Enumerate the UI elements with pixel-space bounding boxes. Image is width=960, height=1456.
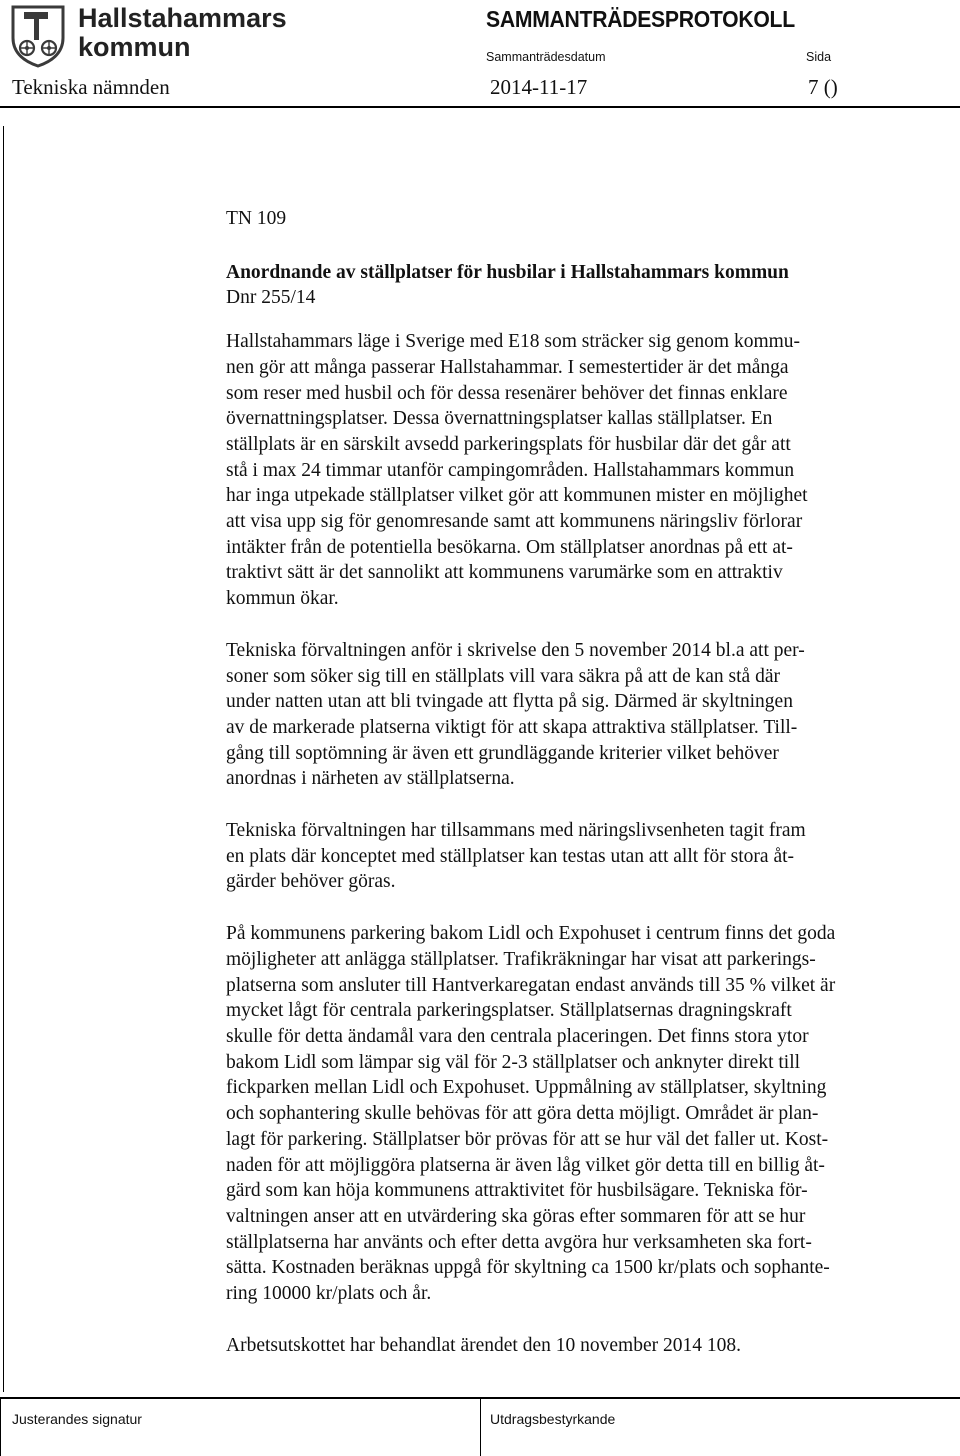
page-label: Sida bbox=[806, 50, 832, 64]
paragraph-line: som reser med husbil och för dessa resenärer behöver det finnas enklare bbox=[226, 382, 788, 404]
paragraph-line: anordnas i närheten av ställplatserna. bbox=[226, 768, 515, 790]
org-name-line2: kommun bbox=[78, 32, 191, 62]
paragraph-line: mycket lågt för centrala parkeringsplatser. Ställplatsernas dragningskraft bbox=[226, 1000, 792, 1022]
paragraph-line: gång till soptömning är även ett grundläggande kriterier vilket behöver bbox=[226, 742, 779, 764]
document-type-title: SAMMANTRÄDESPROTOKOLL bbox=[486, 6, 795, 32]
body-paragraph bbox=[226, 818, 938, 895]
paragraph-line: valtningen anser att en utvärdering ska göras efter sommaren för att se hur bbox=[226, 1205, 806, 1227]
paragraph-line: gärd som kan höja kommunens attraktivitet för husbilsägare. Tekniska för- bbox=[226, 1180, 808, 1202]
paragraph-line: ring 10000 kr/plats och år. bbox=[226, 1283, 432, 1305]
paragraph-line: skulle för detta ändamål vara den centrala placeringen. Det finns stora ytor bbox=[226, 1025, 809, 1047]
paragraph-line: fickparken mellan Lidl och Expohuset. Uppmålning av ställplatser, skyltning bbox=[226, 1077, 827, 1099]
org-name bbox=[78, 4, 287, 62]
body-paragraph bbox=[226, 1333, 938, 1359]
paragraph-line: På kommunens parkering bakom Lidl och Expohuset i centrum finns det goda bbox=[226, 923, 836, 945]
paragraph-line: traktivt sätt är det sannolikt att kommunens varumärke som en attraktiv bbox=[226, 562, 783, 584]
paragraph-line: Arbetsutskottet har behandlat ärendet den 10 november 2014 108. bbox=[226, 1334, 741, 1356]
case-title: Anordnande av ställplatser för husbilar i Hallstahammars kommun bbox=[226, 261, 789, 283]
paragraph-list bbox=[226, 329, 938, 1358]
body-paragraph bbox=[226, 329, 938, 612]
paragraph-line: bakom Lidl som lämpar sig väl för 2-3 ställplatser och anknyter direkt till bbox=[226, 1051, 801, 1073]
paragraph-line: möjligheter att anlägga ställplatser. Trafikräkningar har visat att parkerings- bbox=[226, 948, 816, 970]
paragraph-line: och sophantering skulle behövas för att göra detta möjligt. Området är plan- bbox=[226, 1103, 819, 1125]
excerpt-certification-label: Utdragsbestyrkande bbox=[490, 1411, 616, 1427]
body-paragraph bbox=[226, 638, 938, 792]
committee-name: Tekniska nämnden bbox=[12, 75, 170, 99]
paragraph-line: sätta. Kostnaden beräknas uppgå för skyltning ca 1500 kr/plats och sophante- bbox=[226, 1257, 830, 1279]
municipal-coat-of-arms-icon bbox=[10, 4, 66, 68]
paragraph-line: naden för att möjliggöra platserna är även låg vilket gör detta till en billig åt- bbox=[226, 1154, 825, 1176]
paragraph-line: att visa upp sig för genomresande samt att kommunens näringsliv förlorar bbox=[226, 511, 803, 533]
body-paragraph bbox=[226, 921, 938, 1307]
minutes-body bbox=[226, 206, 938, 1384]
paragraph-line: Hallstahammars läge i Sverige med E18 som sträcker sig genom kommu- bbox=[226, 331, 801, 353]
paragraph-line: nen gör att många passerar Hallstahammar. I semestertider är det många bbox=[226, 356, 789, 378]
page-number: 7 () bbox=[808, 75, 838, 99]
paragraph-line: kommun ökar. bbox=[226, 588, 339, 610]
meeting-date-label: Sammanträdesdatum bbox=[486, 50, 606, 64]
paragraph-line: under natten utan att bli tvingade att flytta på sig. Därmed är skyltningen bbox=[226, 691, 793, 713]
org-name-line1: Hallstahammars bbox=[78, 3, 287, 33]
paragraph-line: ställplats är en särskilt avsedd parkeringsplats för husbilar där det går att bbox=[226, 433, 791, 455]
paragraph-line: Tekniska förvaltningen har tillsammans med näringslivsenheten tagit fram bbox=[226, 820, 806, 842]
paragraph-line: har inga utpekade ställplatser vilket gör att kommunen mister en möjlighet bbox=[226, 485, 808, 507]
margin-divider bbox=[3, 126, 4, 1392]
signature-label: Justerandes signatur bbox=[12, 1411, 142, 1427]
diary-number: Dnr 255/14 bbox=[226, 287, 316, 309]
paragraph-line: övernattningsplatser. Dessa övernattningsplatser kallas ställplatser. En bbox=[226, 408, 773, 430]
paragraph-line: platserna som ansluter till Hantverkaregatan endast används till 35 % vilket är bbox=[226, 974, 836, 996]
case-number: TN 109 bbox=[226, 208, 287, 229]
footer-left-border bbox=[0, 1399, 1, 1456]
paragraph-line: gärder behöver göras. bbox=[226, 871, 396, 893]
footer-column-divider bbox=[480, 1399, 481, 1456]
paragraph-line: lagt för parkering. Ställplatser bör prövas för att se hur väl det faller ut. Kost- bbox=[226, 1128, 829, 1150]
header-divider bbox=[0, 106, 960, 108]
paragraph-line: intäkter från de potentiella besökarna. Om ställplatser anordnas på ett at- bbox=[226, 536, 793, 558]
meeting-date: 2014-11-17 bbox=[490, 75, 588, 99]
paragraph-line: av de markerade platserna viktigt för att skapa attraktiva ställplatser. Till- bbox=[226, 716, 798, 738]
paragraph-line: en plats där konceptet med ställplatser kan testas utan att allt för stora åt- bbox=[226, 845, 795, 867]
paragraph-line: stå i max 24 timmar utanför campingområden. Hallstahammars kommun bbox=[226, 459, 795, 481]
paragraph-line: soner som söker sig till en ställplats vill vara säkra på att de kan stå där bbox=[226, 665, 780, 687]
paragraph-line: ställplatserna har använts och efter detta avgöra hur verksamheten ska fort- bbox=[226, 1231, 812, 1253]
paragraph-line: Tekniska förvaltningen anför i skrivelse den 5 november 2014 bl.a att per- bbox=[226, 639, 805, 661]
